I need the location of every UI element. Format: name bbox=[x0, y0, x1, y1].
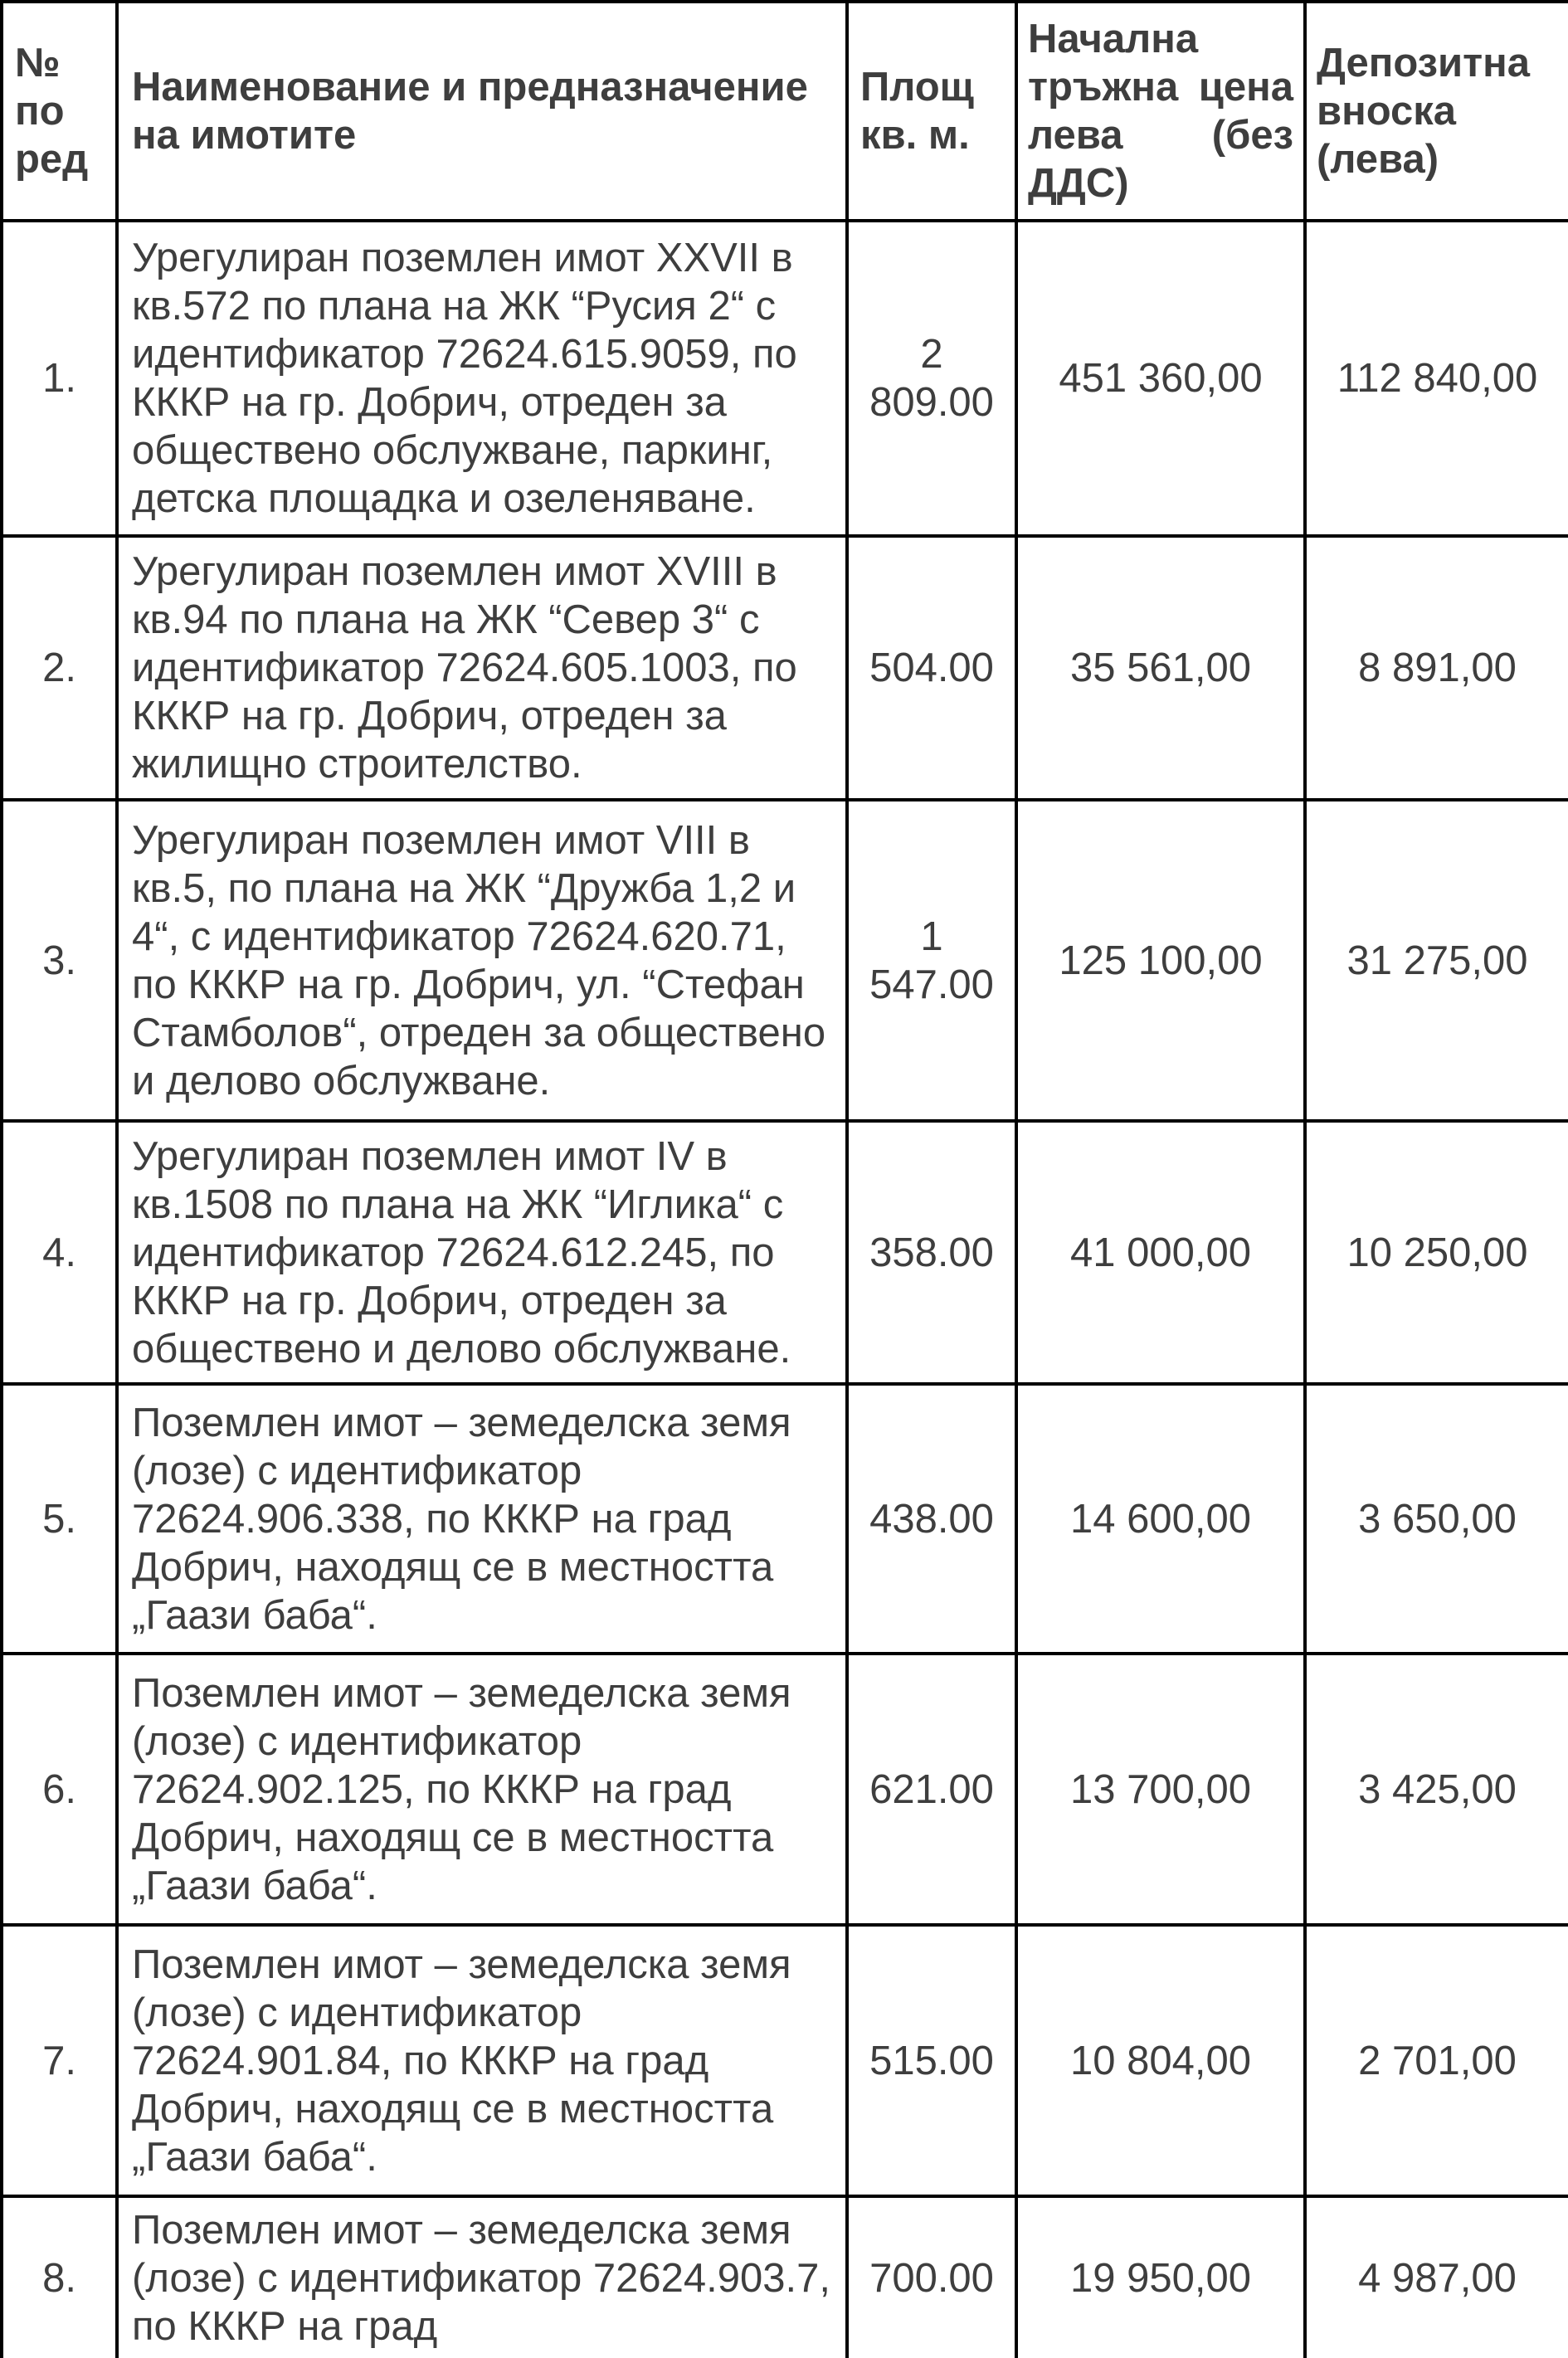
table-row bbox=[2, 221, 1568, 536]
table-row bbox=[2, 2196, 1568, 2358]
cell-deposit: 3 650,00 bbox=[1305, 1384, 1568, 1654]
cell-deposit: 2 701,00 bbox=[1305, 1925, 1568, 2196]
cell-area: 1 547.00 bbox=[847, 800, 1016, 1121]
cell-price: 13 700,00 bbox=[1016, 1654, 1305, 1925]
cell-price: 451 360,00 bbox=[1016, 221, 1305, 536]
cell-name: Поземлен имот – земеделска земя (лозе) с идентификатор 72624.902.125, по КККР на град Добрич, находящ се в местността „Гаази баба“. bbox=[117, 1654, 847, 1925]
cell-num: 7. bbox=[2, 1925, 117, 2196]
table-row bbox=[2, 1384, 1568, 1654]
cell-num: 1. bbox=[2, 221, 117, 536]
cell-area: 2 809.00 bbox=[847, 221, 1016, 536]
col-header-deposit: Депозитна вноска (лева) bbox=[1305, 2, 1568, 221]
cell-price: 19 950,00 bbox=[1016, 2196, 1305, 2358]
cell-price: 35 561,00 bbox=[1016, 536, 1305, 800]
cell-num: 3. bbox=[2, 800, 117, 1121]
cell-num: 2. bbox=[2, 536, 117, 800]
cell-area: 504.00 bbox=[847, 536, 1016, 800]
table-body bbox=[2, 221, 1568, 2358]
table-row bbox=[2, 1121, 1568, 1384]
col-header-name: Наименование и предназначение на имотите bbox=[117, 2, 847, 221]
cell-area: 515.00 bbox=[847, 1925, 1016, 2196]
cell-name: Поземлен имот – земеделска земя (лозе) с идентификатор 72624.906.338, по КККР на град Добрич, находящ се в местността „Гаази баба“. bbox=[117, 1384, 847, 1654]
col-header-num: № по ред bbox=[2, 2, 117, 221]
cell-area: 621.00 bbox=[847, 1654, 1016, 1925]
cell-area: 700.00 bbox=[847, 2196, 1016, 2358]
table-row bbox=[2, 1654, 1568, 1925]
cell-deposit: 112 840,00 bbox=[1305, 221, 1568, 536]
cell-num: 8. bbox=[2, 2196, 117, 2358]
cell-name: Урегулиран поземлен имот XVIII в кв.94 по плана на ЖК “Север 3“ с идентификатор 72624.605.1003, по КККР на гр. Добрич, отреден за жилищно строителство. bbox=[117, 536, 847, 800]
cell-deposit: 31 275,00 bbox=[1305, 800, 1568, 1121]
cell-deposit: 8 891,00 bbox=[1305, 536, 1568, 800]
col-header-area: Площ кв. м. bbox=[847, 2, 1016, 221]
cell-num: 5. bbox=[2, 1384, 117, 1654]
cell-num: 4. bbox=[2, 1121, 117, 1384]
cell-price: 10 804,00 bbox=[1016, 1925, 1305, 2196]
cell-area: 358.00 bbox=[847, 1121, 1016, 1384]
cell-name: Урегулиран поземлен имот XXVII в кв.572 по плана на ЖК “Русия 2“ с идентификатор 72624.615.9059, по КККР на гр. Добрич, отреден за обществено обслужване, паркинг, детска площадка и озеленяване. bbox=[117, 221, 847, 536]
table-header bbox=[2, 2, 1568, 221]
cell-deposit: 3 425,00 bbox=[1305, 1654, 1568, 1925]
table-row bbox=[2, 536, 1568, 800]
cell-name: Урегулиран поземлен имот VIII в кв.5, по плана на ЖК “Дружба 1,2 и 4“, с идентификатор 72624.620.71, по КККР на гр. Добрич, ул. “Стефан Стамболов“, отреден за обществено и делово обслужване. bbox=[117, 800, 847, 1121]
cell-name: Поземлен имот – земеделска земя (лозе) с идентификатор 72624.903.7, по КККР на град bbox=[117, 2196, 847, 2358]
cell-price: 41 000,00 bbox=[1016, 1121, 1305, 1384]
cell-name: Поземлен имот – земеделска земя (лозе) с идентификатор 72624.901.84, по КККР на град Добрич, находящ се в местността „Гаази баба“. bbox=[117, 1925, 847, 2196]
cell-deposit: 4 987,00 bbox=[1305, 2196, 1568, 2358]
cell-price: 14 600,00 bbox=[1016, 1384, 1305, 1654]
col-header-price: Начална тръжна цена лева (без ДДС) bbox=[1016, 2, 1305, 221]
cell-deposit: 10 250,00 bbox=[1305, 1121, 1568, 1384]
cell-num: 6. bbox=[2, 1654, 117, 1925]
table-row bbox=[2, 1925, 1568, 2196]
cell-name: Урегулиран поземлен имот IV в кв.1508 по плана на ЖК “Иглика“ с идентификатор 72624.612.245, по КККР на гр. Добрич, отреден за обществено и делово обслужване. bbox=[117, 1121, 847, 1384]
header-row bbox=[2, 2, 1568, 221]
cell-price: 125 100,00 bbox=[1016, 800, 1305, 1121]
cell-area: 438.00 bbox=[847, 1384, 1016, 1654]
table-row bbox=[2, 800, 1568, 1121]
